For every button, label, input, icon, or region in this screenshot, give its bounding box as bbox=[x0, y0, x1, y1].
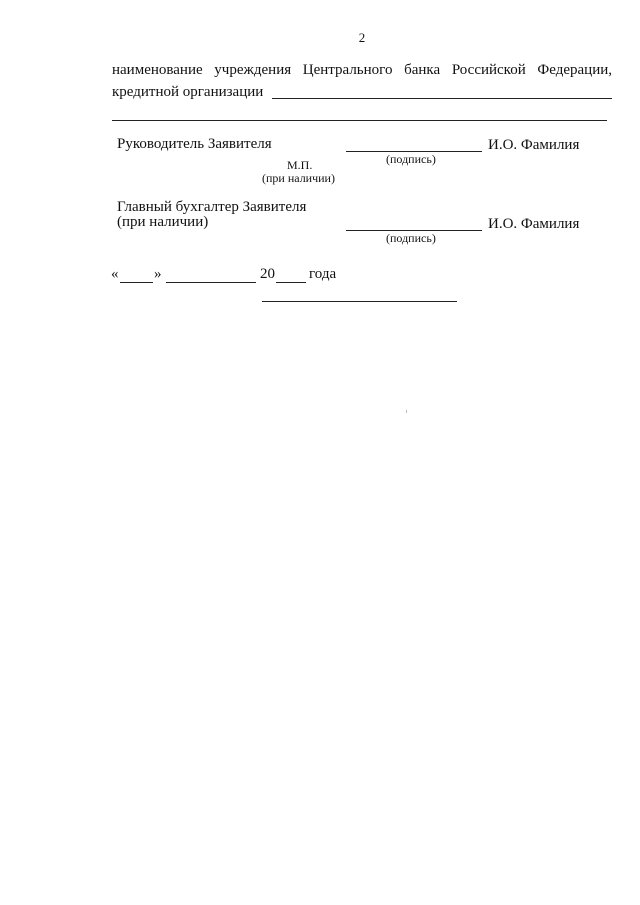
date-day-line[interactable] bbox=[120, 282, 153, 283]
end-divider bbox=[262, 301, 457, 302]
institution-line-2: кредитной организации bbox=[112, 84, 264, 100]
date-year-line[interactable] bbox=[276, 282, 306, 283]
accountant-label: Главный бухгалтер Заявителя bbox=[117, 199, 307, 215]
date-close-quote: » bbox=[154, 266, 162, 282]
head-name: И.О. Фамилия bbox=[488, 137, 580, 153]
date-month-line[interactable] bbox=[166, 282, 256, 283]
accountant-name: И.О. Фамилия bbox=[488, 216, 580, 232]
stamp-note: (при наличии) bbox=[262, 171, 335, 185]
date-open-quote: « bbox=[111, 266, 119, 282]
stamp-label: М.П. bbox=[287, 158, 313, 172]
date-suffix: года bbox=[309, 266, 337, 282]
page-number: 2 bbox=[358, 30, 366, 45]
scan-speck bbox=[406, 410, 407, 413]
institution-fill-line[interactable] bbox=[272, 98, 612, 99]
head-signature-caption: (подпись) bbox=[386, 152, 436, 166]
head-label: Руководитель Заявителя bbox=[117, 136, 272, 152]
date-century: 20 bbox=[260, 266, 275, 282]
institution-fill-line-2[interactable] bbox=[112, 120, 607, 121]
accountant-signature-caption: (подпись) bbox=[386, 231, 436, 245]
institution-line-1: наименование учреждения Центрального банка Российской Федерации, bbox=[112, 62, 612, 78]
accountant-label-note: (при наличии) bbox=[117, 214, 209, 230]
